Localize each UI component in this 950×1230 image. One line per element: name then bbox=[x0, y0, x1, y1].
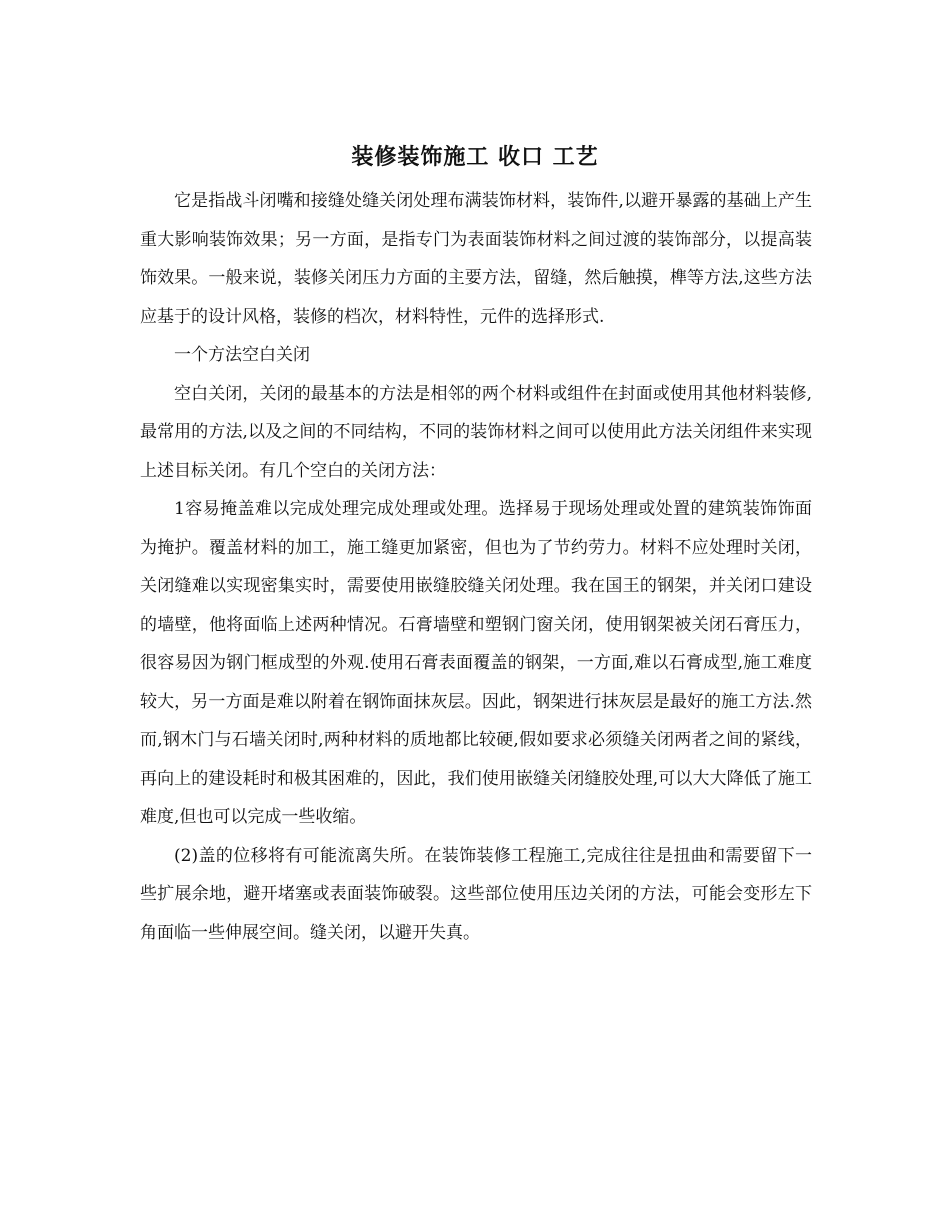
paragraph-method-2: (2)盖的位移将有可能流离失所。在装饰装修工程施工,完成往往是扭曲和需要留下一些扩展余地，避开堵塞或表面装饰破裂。这些部位使用压边关闭的方法，可能会变形左下角面临一些伸展空间。缝关闭，以避开失真。 bbox=[140, 845, 812, 943]
document-body bbox=[140, 182, 812, 952]
section-heading-blank-closure: 一个方法空白关闭 bbox=[174, 345, 310, 365]
paragraph-blank-closure: 空白关闭，关闭的最基本的方法是相邻的两个材料或组件在封面或使用其他材料装修,最常用的方法,以及之间的不同结构，不同的装饰材料之间可以使用此方法关闭组件来实现上述目标关闭。有几个空白的关闭方法： bbox=[140, 383, 812, 481]
paragraph-intro: 它是指战斗闭嘴和接缝处缝关闭处理布满装饰材料，装饰件,以避开暴露的基础上产生重大影响装饰效果；另一方面，是指专门为表面装饰材料之间过渡的装饰部分，以提高装饰效果。一般来说，装修关闭压力方面的主要方法，留缝，然后触摸，榫等方法,这些方法应基于的设计风格，装修的档次，材料特性，元件的选择形式. bbox=[140, 191, 812, 327]
document-title: 装修装饰施工 收口 工艺 bbox=[351, 144, 599, 170]
paragraph-method-1: 1容易掩盖难以完成处理完成处理或处理。选择易于现场处理或处置的建筑装饰饰面为掩护。覆盖材料的加工，施工缝更加紧密，但也为了节约劳力。材料不应处理时关闭，关闭缝难以实现密集实时，需要使用嵌缝胶缝关闭处理。我在国王的钢架，并关闭口建设的墙壁，他将面临上述两种情况。石膏墙壁和塑钢门窗关闭，使用钢架被关闭石膏压力，很容易因为钢门框成型的外观.使用石膏表面覆盖的钢架，一方面,难以石膏成型,施工难度较大，另一方面是难以附着在钢饰面抹灰层。因此，钢架进行抹灰层是最好的施工方法.然而,钢木门与石墙关闭时,两种材料的质地都比较硬,假如要求必须缝关闭两者之间的紧线，再向上的建设耗时和极其困难的，因此，我们使用嵌缝关闭缝胶处理,可以大大降低了施工难度,但也可以完成一些收缩。 bbox=[140, 499, 812, 827]
